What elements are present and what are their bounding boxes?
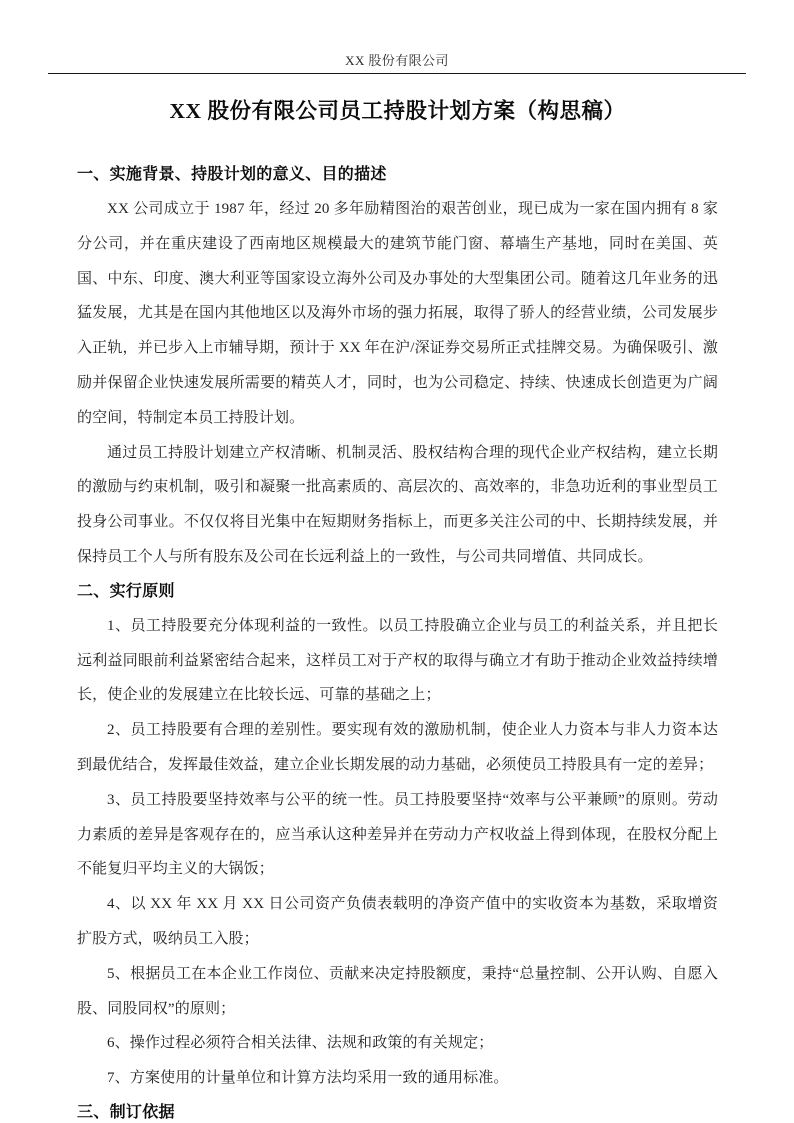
section-2-item-4: 4、以 XX 年 XX 月 XX 日公司资产负债表载明的净资产值中的实收资本为基数，采取增资扩股方式，吸纳员工入股； xyxy=(77,896,718,947)
section-2-item-6: 6、操作过程必须符合相关法律、法规和政策的有关规定； xyxy=(107,1035,494,1052)
section-heading-3: 三、制订依据 xyxy=(77,1103,175,1121)
section-2-item-7: 7、方案使用的计量单位和计算方法均采用一致的通用标准。 xyxy=(107,1070,509,1087)
section-2-item-3: 3、员工持股要坚持效率与公平的统一性。员工持股要坚持“效率与公平兼顾”的原则。劳动力素质的差异是客观存在的，应当承认这种差异并在劳动力产权收益上得到体现，在股权分配上不能复归平均主义的大锅饭； xyxy=(77,791,718,878)
section-2-item-5: 5、根据员工在本企业工作岗位、贡献来决定持股额度，秉持“总量控制、公开认购、自愿入股、同股同权”的原则； xyxy=(77,965,718,1017)
header-running-title: XX 股份有限公司 xyxy=(345,53,449,68)
section-1-paragraph-1: XX 公司成立于 1987 年，经过 20 多年励精图治的艰苦创业，现已成为一家在国内拥有 8 家分公司，并在重庆建设了西南地区规模最大的建筑节能门窗、幕墙生产基地，同时在美国、英国、中东、印度、澳大利亚等国家设立海外公司及办事处的大型集团公司。随着这几年业务的迅猛发展，尤其是在国内其他地区以及海外市场的强力拓展，取得了骄人的经营业绩，公司发展步入正轨，并已步入上市辅导期，预计于 XX 年在沪/深证券交易所正式挂牌交易。为确保吸引、激励并保留企业快速发展所需要的精英人才，同时，也为公司稳定、持续、快速成长创造更为广阔的空间，特制定本员工持股计划。 xyxy=(77,201,718,426)
section-1-paragraph-2: 通过员工持股计划建立产权清晰、机制灵活、股权结构合理的现代企业产权结构，建立长期的激励与约束机制，吸引和凝聚一批高素质的、高层次的、高效率的，非急功近利的事业型员工投身公司事业。不仅仅将目光集中在短期财务指标上，而更多关注公司的中、长期持续发展，并保持员工个人与所有股东及公司在长远利益上的一致性，与公司共同增值、共同成长。 xyxy=(77,444,718,565)
section-heading-2: 二、实行原则 xyxy=(77,582,175,600)
section-2-item-2: 2、员工持股要有合理的差别性。要实现有效的激励机制，使企业人力资本与非人力资本达到最优结合，发挥最佳效益，建立企业长期发展的动力基础，必须使员工持股具有一定的差异； xyxy=(77,722,718,773)
section-heading-1: 一、实施背景、持股计划的意义、目的描述 xyxy=(77,166,387,183)
document-body xyxy=(77,96,718,1123)
page-header xyxy=(0,0,794,74)
page-title: XX 股份有限公司员工持股计划方案（构思稿） xyxy=(169,99,626,123)
header-divider xyxy=(48,73,746,74)
section-2-item-1: 1、员工持股要充分体现利益的一致性。以员工持股确立企业与员工的利益关系，并且把长远利益同眼前利益紧密结合起来，这样员工对于产权的取得与确立才有助于推动企业效益持续增长，使企业的发展建立在比较长远、可靠的基础之上； xyxy=(77,617,718,704)
